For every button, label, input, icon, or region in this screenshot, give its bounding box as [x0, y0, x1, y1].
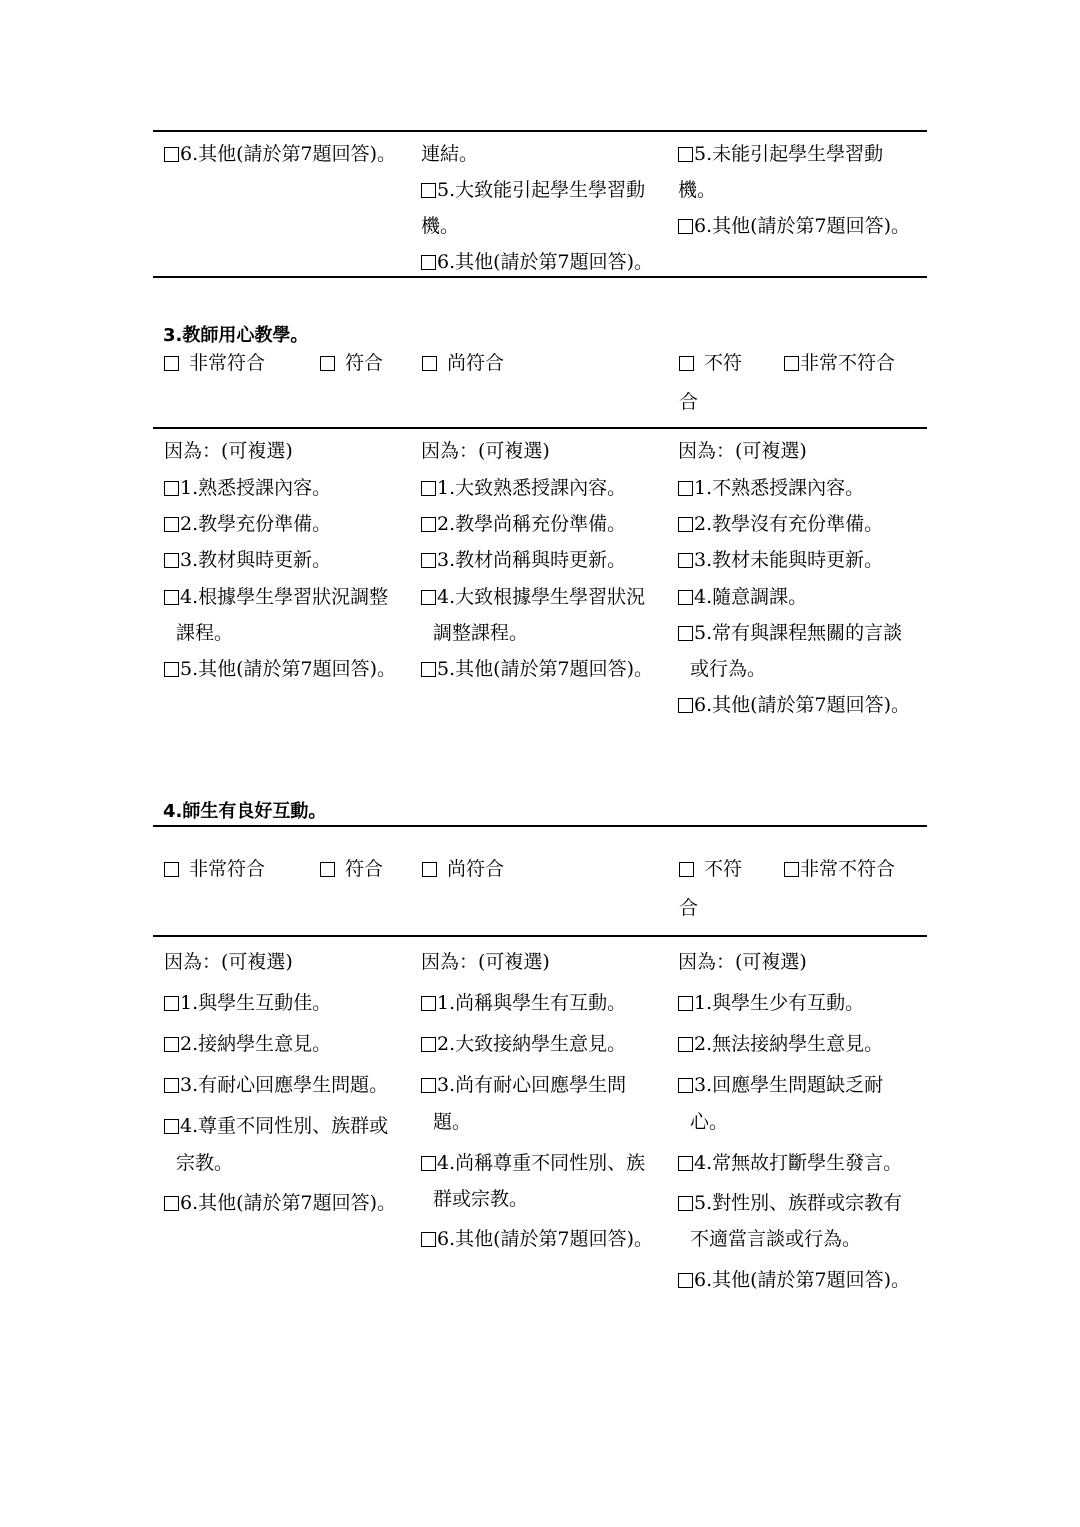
reason-label: 因為：(可複選) [421, 440, 550, 462]
checkbox-icon[interactable] [678, 1078, 693, 1093]
checkbox-item[interactable]: 6.其他(請於第7題回答)。 [678, 1271, 910, 1290]
checkbox-icon[interactable] [422, 356, 437, 371]
checkbox-icon[interactable] [320, 862, 335, 877]
checkbox-icon[interactable] [164, 517, 179, 532]
checkbox-item[interactable]: 1.不熟悉授課內容。 [678, 479, 864, 498]
checkbox-item[interactable]: 5.對性別、族群或宗教有 [678, 1194, 902, 1213]
checkbox-item[interactable]: 3.教材尚稱與時更新。 [421, 551, 626, 570]
checkbox-item[interactable]: 4.根據學生學習狀況調整 [164, 588, 388, 607]
checkbox-icon[interactable] [678, 590, 693, 605]
checkbox-icon[interactable] [164, 356, 179, 371]
checkbox-item[interactable]: 4.尊重不同性別、族群或 [164, 1117, 388, 1136]
checkbox-item[interactable]: 3.教材未能與時更新。 [678, 551, 883, 570]
checkbox-icon[interactable] [421, 1232, 436, 1247]
checkbox-icon[interactable] [678, 147, 693, 162]
checkbox-item[interactable]: 2.教學充份準備。 [164, 515, 331, 534]
continuation-text: 題。 [433, 1111, 472, 1133]
continuation-text: 機。 [421, 215, 460, 237]
continuation-text: 群或宗教。 [433, 1188, 529, 1210]
top-rule-lower [153, 276, 927, 278]
q3-rule [153, 427, 927, 429]
checkbox-icon[interactable] [421, 1078, 436, 1093]
checkbox-icon[interactable] [421, 996, 436, 1011]
checkbox-icon[interactable] [784, 862, 799, 877]
option-disagree-wrap: 合 [679, 897, 699, 919]
checkbox-icon[interactable] [421, 255, 436, 270]
checkbox-item[interactable]: 1.尚稱與學生有互動。 [421, 994, 626, 1013]
checkbox-icon[interactable] [421, 553, 436, 568]
checkbox-icon[interactable] [421, 590, 436, 605]
checkbox-icon[interactable] [421, 517, 436, 532]
checkbox-item[interactable]: 2.接納學生意見。 [164, 1035, 331, 1054]
continuation-text: 連結。 [421, 143, 479, 165]
checkbox-icon[interactable] [320, 356, 335, 371]
checkbox-icon[interactable] [678, 1273, 693, 1288]
option-strongly-disagree[interactable]: 非常不符合 [784, 860, 895, 879]
checkbox-item[interactable]: 6.其他(請於第7題回答)。 [421, 1230, 653, 1249]
checkbox-icon[interactable] [164, 147, 179, 162]
checkbox-item[interactable]: 6.其他(請於第7題回答)。 [164, 145, 396, 164]
checkbox-item[interactable]: 6.其他(請於第7題回答)。 [678, 217, 910, 236]
checkbox-icon[interactable] [421, 1037, 436, 1052]
checkbox-item[interactable]: 2.教學沒有充份準備。 [678, 515, 883, 534]
q4-title-rule [153, 825, 927, 827]
option-disagree[interactable]: 不符 [679, 354, 742, 373]
checkbox-icon[interactable] [784, 356, 799, 371]
question-3-title: 3.教師用心教學。 [163, 325, 309, 346]
checkbox-icon[interactable] [421, 662, 436, 677]
checkbox-item[interactable]: 5.其他(請於第7題回答)。 [421, 660, 653, 679]
checkbox-item[interactable]: 6.其他(請於第7題回答)。 [164, 1194, 396, 1213]
option-agree[interactable]: 符合 [320, 354, 383, 373]
checkbox-item[interactable]: 5.大致能引起學生學習動 [421, 181, 645, 200]
checkbox-item[interactable]: 6.其他(請於第7題回答)。 [421, 253, 653, 272]
continuation-text: 宗教。 [176, 1152, 234, 1174]
checkbox-item[interactable]: 5.常有與課程無關的言談 [678, 624, 902, 643]
continuation-text: 調整課程。 [433, 622, 529, 644]
checkbox-icon[interactable] [679, 862, 694, 877]
checkbox-icon[interactable] [421, 481, 436, 496]
checkbox-item[interactable]: 1.熟悉授課內容。 [164, 479, 331, 498]
checkbox-item[interactable]: 4.尚稱尊重不同性別、族 [421, 1154, 645, 1173]
checkbox-icon[interactable] [164, 1196, 179, 1211]
reason-label: 因為：(可複選) [164, 440, 293, 462]
checkbox-icon[interactable] [678, 1156, 693, 1171]
checkbox-item[interactable]: 4.常無故打斷學生發言。 [678, 1154, 902, 1173]
checkbox-icon[interactable] [164, 1078, 179, 1093]
checkbox-item[interactable]: 3.尚有耐心回應學生問 [421, 1076, 626, 1095]
continuation-text: 課程。 [176, 622, 234, 644]
checkbox-icon[interactable] [678, 1037, 693, 1052]
checkbox-item[interactable]: 1.與學生互動佳。 [164, 994, 331, 1013]
checkbox-item[interactable]: 5.未能引起學生學習動 [678, 145, 883, 164]
checkbox-item[interactable]: 3.教材與時更新。 [164, 551, 331, 570]
checkbox-item[interactable]: 2.無法接納學生意見。 [678, 1035, 883, 1054]
option-disagree[interactable]: 不符 [679, 860, 742, 879]
reason-label: 因為：(可複選) [164, 951, 293, 973]
checkbox-item[interactable]: 6.其他(請於第7題回答)。 [678, 696, 910, 715]
checkbox-item[interactable]: 2.教學尚稱充份準備。 [421, 515, 626, 534]
checkbox-icon[interactable] [422, 862, 437, 877]
q4-rule [153, 935, 927, 937]
question-4-title: 4.師生有良好互動。 [163, 801, 327, 822]
checkbox-item[interactable]: 1.與學生少有互動。 [678, 994, 864, 1013]
checkbox-icon[interactable] [678, 698, 693, 713]
checkbox-item[interactable]: 1.大致熟悉授課內容。 [421, 479, 626, 498]
checkbox-icon[interactable] [164, 996, 179, 1011]
checkbox-icon[interactable] [164, 553, 179, 568]
checkbox-icon[interactable] [164, 1037, 179, 1052]
option-somewhat-agree[interactable]: 尚符合 [422, 860, 504, 879]
checkbox-item[interactable]: 4.隨意調課。 [678, 588, 807, 607]
checkbox-item[interactable]: 4.大致根據學生學習狀況 [421, 588, 645, 607]
option-very-agree[interactable]: 非常符合 [164, 860, 265, 879]
option-strongly-disagree[interactable]: 非常不符合 [784, 354, 895, 373]
checkbox-item[interactable]: 3.有耐心回應學生問題。 [164, 1076, 388, 1095]
checkbox-icon[interactable] [421, 183, 436, 198]
checkbox-item[interactable]: 3.回應學生問題缺乏耐 [678, 1076, 883, 1095]
checkbox-icon[interactable] [678, 1196, 693, 1211]
continuation-text: 機。 [678, 179, 717, 201]
continuation-text: 或行為。 [690, 658, 767, 680]
checkbox-icon[interactable] [678, 626, 693, 641]
reason-label: 因為：(可複選) [678, 440, 807, 462]
checkbox-icon[interactable] [678, 553, 693, 568]
checkbox-icon[interactable] [679, 356, 694, 371]
reason-label: 因為：(可複選) [678, 951, 807, 973]
checkbox-item[interactable]: 2.大致接納學生意見。 [421, 1035, 626, 1054]
checkbox-icon[interactable] [164, 862, 179, 877]
option-agree[interactable]: 符合 [320, 860, 383, 879]
reason-label: 因為：(可複選) [421, 951, 550, 973]
checkbox-icon[interactable] [164, 590, 179, 605]
option-somewhat-agree[interactable]: 尚符合 [422, 354, 504, 373]
checkbox-icon[interactable] [678, 219, 693, 234]
checkbox-icon[interactable] [421, 1156, 436, 1171]
checkbox-item[interactable]: 5.其他(請於第7題回答)。 [164, 660, 396, 679]
option-disagree-wrap: 合 [679, 391, 699, 413]
continuation-text: 不適當言談或行為。 [690, 1228, 862, 1250]
continuation-text: 心。 [690, 1111, 729, 1133]
option-very-agree[interactable]: 非常符合 [164, 354, 265, 373]
checkbox-icon[interactable] [164, 662, 179, 677]
checkbox-icon[interactable] [678, 517, 693, 532]
checkbox-icon[interactable] [164, 481, 179, 496]
checkbox-icon[interactable] [164, 1119, 179, 1134]
checkbox-icon[interactable] [678, 996, 693, 1011]
checkbox-icon[interactable] [678, 481, 693, 496]
top-rule-upper [153, 130, 927, 132]
